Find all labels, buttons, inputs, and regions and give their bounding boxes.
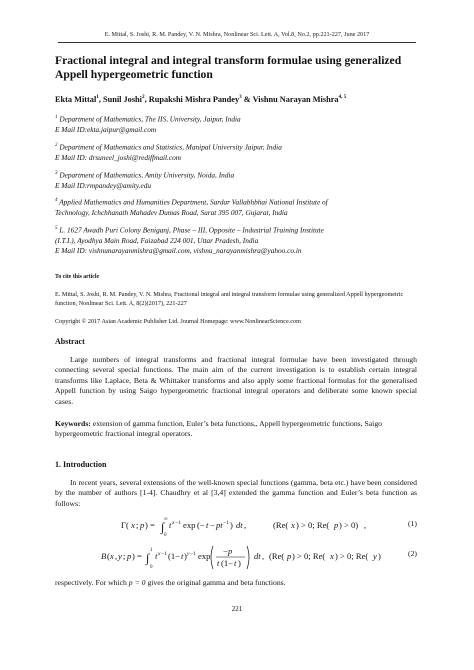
affiliation-text: L. 1627 Awadh Puri Colony Beniganj, Phase – III, Opposite – Industrial Training Institute — [59, 225, 324, 235]
after-equation-suffix: gives the original gamma and beta functions. — [145, 578, 286, 587]
svg-text:y: y — [118, 551, 122, 561]
svg-text:x: x — [158, 551, 161, 557]
author-name: Vishnu Narayan Mishra — [252, 94, 339, 104]
svg-text:(Re(: (Re( — [273, 520, 289, 530]
equation-1 — [55, 512, 417, 538]
cite-text: E. Mittal, S. Joshi, R. M. Pandey, V. N. Mishra, Fractional integral and integral transform formulae using generalized Appell hypergeometric function, Nonlinear Sci. Lett. A, 8(2)(2017), 221-227 — [55, 291, 404, 307]
affiliation-3 — [55, 169, 420, 191]
header-rule — [58, 42, 416, 43]
svg-text:p: p — [287, 551, 292, 561]
svg-text:(−: (− — [197, 520, 205, 530]
svg-text:) > 0): ) > 0) — [339, 520, 359, 530]
author-separator: , — [98, 94, 103, 104]
svg-text:1: 1 — [150, 548, 153, 553]
svg-text:dt: dt — [236, 520, 243, 530]
svg-text:−: − — [210, 520, 215, 530]
svg-text:0: 0 — [164, 533, 167, 538]
author-name: Sunil Joshi — [103, 94, 142, 104]
svg-text:;: ; — [136, 520, 139, 530]
svg-text:−: − — [223, 546, 228, 556]
author-mark: 2 — [141, 94, 145, 100]
affiliation-mark: 4 — [55, 198, 58, 203]
svg-text:Γ(: Γ( — [121, 520, 129, 530]
affiliation-mark: 5 — [55, 226, 58, 231]
svg-text:exp: exp — [198, 551, 211, 561]
affiliation-email: E Mail ID: drsuneel_joshi@rediffmail.com — [55, 152, 182, 162]
abstract-body: Large numbers of integral transforms and fractional integral formulae have been investigated through connecting several special functions. The main aim of the current investigation is to establish certain integral transforms like Laplace, Beta & Whittaker transforms and also apply some fractional formulas for the generalised Appell function by using Saigo hypergeometric fractional integral operators and deliberate some known special cases. — [55, 355, 417, 406]
page-number: 221 — [231, 605, 243, 613]
svg-text:y: y — [373, 551, 377, 561]
title-line-1: Fractional integral and integral transform formulae using generalized — [55, 54, 402, 67]
svg-text:): ) — [230, 520, 233, 530]
affiliation-mark: 1 — [55, 115, 58, 120]
affiliation-mark: 3 — [55, 171, 58, 176]
author-name: Ekta Mittal — [55, 94, 97, 104]
affiliation-line — [55, 169, 420, 181]
svg-text:t: t — [181, 551, 184, 561]
svg-text:(1−: (1− — [168, 551, 181, 561]
svg-text:;: ; — [123, 551, 126, 561]
svg-text:−1: −1 — [223, 520, 229, 526]
intro-paragraph: In recent years, several extensions of the well-known special functions (gamma, beta etc.) have been considered by the number of authors [1-4]. Chaudhry et al [3,4] extended the gamma function and Euler’s beta function as follows: — [55, 478, 417, 508]
keywords-text: extension of gamma function, Euler’s beta functions,, Appell hypergeometric functions, Saigo hypergeometric fractional integral operators. — [55, 419, 383, 439]
affiliation-text: Applied Mathematics and Humanities Department, Sardar Vallabhbhai National Institute of — [59, 197, 328, 207]
after-equation-prefix: respectively. For which — [55, 578, 129, 587]
equation-2 — [55, 542, 417, 568]
svg-text:t: t — [234, 558, 237, 568]
svg-text:x: x — [131, 520, 135, 530]
equation-1-number: (1) — [408, 519, 417, 528]
equation-2-formula — [55, 542, 387, 568]
svg-text:): ) — [238, 558, 241, 568]
keywords — [55, 419, 417, 440]
abstract-heading: Abstract — [55, 337, 85, 346]
svg-text:−1: −1 — [190, 551, 196, 557]
affiliation-line — [55, 196, 420, 208]
affiliation-4 — [55, 196, 420, 218]
cite-heading: To cite this article — [55, 274, 100, 280]
svg-text:p: p — [140, 520, 145, 530]
affiliation-text: Department of Mathematics and Statistics, Manipal University Jaipur, India — [59, 142, 282, 152]
affiliation-line: Technology, Ichchhanath Mahadev Dumas Road, Surat 395 007, Gujarat, India — [55, 207, 288, 217]
equation-2-number: (2) — [408, 549, 417, 558]
svg-text:,: , — [262, 551, 265, 561]
svg-text:(: ( — [107, 551, 110, 561]
section-heading: 1. Introduction — [55, 460, 107, 469]
affiliation-email: E Mail ID:rmpandey@amity.edu — [55, 180, 152, 190]
author-name: Rupakshi Mishra Pandey — [148, 94, 240, 104]
svg-text:p: p — [228, 546, 233, 556]
svg-text:,: , — [364, 520, 367, 530]
title-line-2: Appell hypergeometric function — [55, 68, 213, 81]
svg-text:) =: ) = — [132, 551, 142, 561]
svg-text:−1: −1 — [161, 551, 167, 557]
copyright-line: Copyright © 2017 Asian Academic Publisher Ltd. Journal Homepage: www.NonlinearScience.com — [55, 318, 301, 325]
author-mark: 3 — [239, 94, 242, 100]
affiliation-1 — [55, 113, 420, 135]
affiliation-email: E Mail ID:ekta.jaipur@gmail.com — [55, 124, 157, 134]
svg-text:−1: −1 — [175, 520, 181, 526]
svg-text:(1−: (1− — [221, 558, 234, 568]
svg-text:x: x — [291, 520, 295, 530]
paper-title — [55, 54, 417, 82]
equation-1-formula — [55, 512, 387, 538]
svg-text:) =: ) = — [145, 520, 155, 530]
svg-text:t: t — [217, 558, 220, 568]
author-separator: , — [144, 94, 149, 104]
affiliation-5 — [55, 224, 420, 256]
svg-text:p: p — [127, 551, 132, 561]
svg-text:x: x — [110, 551, 114, 561]
affiliation-line: (I.T.I.), Ayodhya Main Road, Faizabad 224 001, Uttar Pradesh, India — [55, 235, 259, 245]
keywords-label: Keywords: — [55, 419, 91, 428]
affiliation-text: Department of Mathematics, Amity University, Noida, India — [59, 170, 235, 180]
after-equation-text — [55, 578, 286, 587]
svg-text:∞: ∞ — [164, 517, 168, 522]
running-head: E. Mittal, S. Joshi, R. M. Pandey, V. N. Mishra, Nonlinear Sci. Lett. A, Vol.8, No.2, pp.221-227, June 2017 — [104, 31, 370, 38]
svg-text:): ) — [184, 551, 187, 561]
svg-text:B: B — [101, 551, 107, 561]
svg-text:y: y — [187, 551, 190, 557]
svg-text:p: p — [334, 520, 339, 530]
svg-text:): ) — [378, 551, 381, 561]
svg-text:x: x — [172, 520, 175, 526]
svg-text:t: t — [206, 520, 209, 530]
after-equation-math: p = 0 — [128, 578, 146, 587]
svg-text:0: 0 — [150, 565, 153, 570]
svg-text:t: t — [169, 520, 172, 530]
author-mark: 4, 5 — [338, 94, 347, 100]
affiliation-email: E Mail ID: vishnunarayanmishra@gmail.com, vishnu_narayanmishra@yahoo.co.in — [55, 246, 302, 256]
svg-text:,: , — [115, 551, 118, 561]
author-mark: 1 — [96, 94, 99, 100]
affiliation-line — [55, 141, 420, 153]
affiliation-2 — [55, 141, 420, 163]
svg-text:dt: dt — [254, 551, 261, 561]
affiliation-mark: 2 — [55, 143, 58, 148]
svg-text:x: x — [330, 551, 334, 561]
svg-text:t: t — [155, 551, 158, 561]
author-list — [55, 94, 417, 104]
affiliation-line — [55, 224, 420, 236]
svg-text:∫: ∫ — [146, 551, 150, 565]
svg-text:(Re(: (Re( — [269, 551, 285, 561]
svg-text:) > 0; Re(: ) > 0; Re( — [296, 520, 330, 530]
svg-text:) > 0; Re(: ) > 0; Re( — [335, 551, 369, 561]
affiliation-line — [55, 113, 420, 125]
svg-text:∫: ∫ — [161, 520, 165, 534]
author-ampersand: & — [241, 94, 253, 104]
affiliation-text: Department of Mathematics, The IIS, University, Jaipur, India — [59, 114, 241, 124]
svg-text:,: , — [244, 520, 247, 530]
svg-text:pt: pt — [216, 520, 223, 530]
svg-text:exp: exp — [183, 520, 196, 530]
svg-text:) > 0; Re(: ) > 0; Re( — [292, 551, 326, 561]
